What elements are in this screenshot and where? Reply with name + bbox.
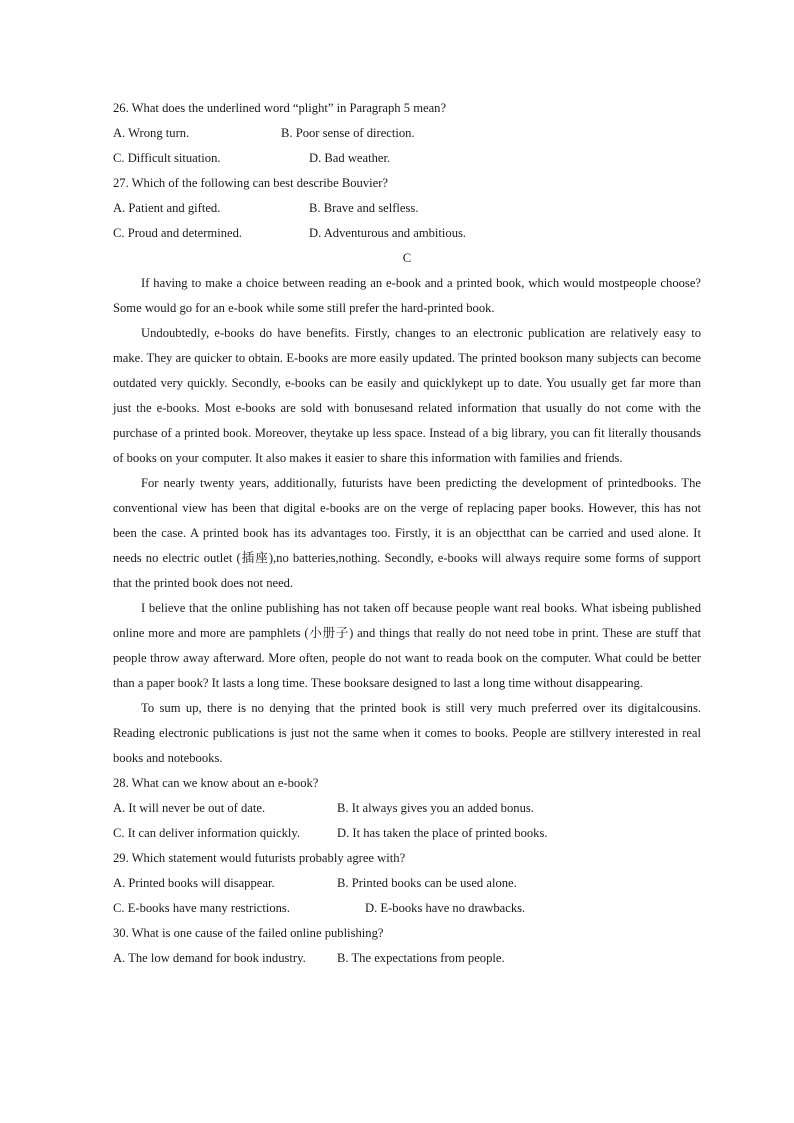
question-29-stem: 29. Which statement would futurists probably agree with?: [113, 851, 406, 865]
question-29-options-ab: [113, 871, 701, 896]
option-28a: A. It will never be out of date.: [113, 801, 266, 815]
question-26-options-ab: [113, 121, 701, 146]
option-26a: A. Wrong turn.: [113, 126, 190, 140]
passage-paragraph-1: If having to make a choice between reading an e-book and a printed book, which would mostpeople choose? Some would go for an e-book while some still prefer the hard-printed book.: [113, 276, 701, 315]
question-27-options-cd: [113, 221, 701, 246]
question-30-stem: 30. What is one cause of the failed online publishing?: [113, 926, 384, 940]
option-29b: B. Printed books can be used alone.: [337, 876, 517, 890]
option-28c: C. It can deliver information quickly.: [113, 826, 300, 840]
question-28-options-cd: [113, 821, 701, 846]
passage-paragraph-4: I believe that the online publishing has not taken off because people want real books. What isbeing published online more and more are pamphlets (小册子) and things that really do not need tobe in print. These are stuff that people throw away afterward. More often, people do not want to reada book on the computer. What could be better than a paper book? It lasts a long time. These booksare designed to last a long time without disappearing.: [113, 601, 701, 690]
question-26-stem: 26. What does the underlined word “plight” in Paragraph 5 mean?: [113, 101, 447, 115]
option-26d: D. Bad weather.: [309, 151, 391, 165]
question-26-options-cd: [113, 146, 701, 171]
option-28d: D. It has taken the place of printed books.: [337, 826, 548, 840]
option-30b: B. The expectations from people.: [337, 951, 505, 965]
option-28b: B. It always gives you an added bonus.: [337, 801, 534, 815]
question-27-stem: 27. Which of the following can best describe Bouvier?: [113, 176, 389, 190]
option-29c: C. E-books have many restrictions.: [113, 901, 290, 915]
question-30-options-ab: [113, 946, 701, 971]
option-26c: C. Difficult situation.: [113, 151, 221, 165]
passage-paragraph-5: To sum up, there is no denying that the printed book is still very much preferred over its digitalcousins. Reading electronic publications is just not the same when it comes to books. People are stillvery interested in real books and notebooks.: [113, 701, 701, 765]
option-26b: B. Poor sense of direction.: [281, 126, 415, 140]
passage-section-letter: C: [402, 251, 412, 265]
option-27a: A. Patient and gifted.: [113, 201, 221, 215]
option-29a: A. Printed books will disappear.: [113, 876, 275, 890]
question-27-options-ab: [113, 196, 701, 221]
option-27c: C. Proud and determined.: [113, 226, 243, 240]
question-29-options-cd: [113, 896, 701, 921]
passage-paragraph-2: Undoubtedly, e-books do have benefits. Firstly, changes to an electronic publication are relatively easy to make. They are quicker to obtain. E-books are more easily updated. The printed bookson many subjects can become outdated very quickly. Secondly, e-books can be easily and quicklykept up to date. You usually get far more than just the e-books. Most e-books are sold with bonusesand related information that usually do not come with the purchase of a printed book. Moreover, theytake up less space. Instead of a big library, you can fit literally thousands of books on your computer. It also makes it easier to share this information with families and friends.: [113, 326, 701, 465]
option-27d: D. Adventurous and ambitious.: [309, 226, 467, 240]
question-28-options-ab: [113, 796, 701, 821]
passage-paragraph-3: For nearly twenty years, additionally, futurists have been predicting the development of printedbooks. The conventional view has been that digital e-books are on the verge of replacing paper books. However, this has not been the case. A printed book has its advantages too. Firstly, it is an objectthat can be carried and used alone. It needs no electric outlet (插座),no batteries,nothing. Secondly, e-books will always require some forms of support that the printed book does not need.: [113, 476, 701, 590]
option-27b: B. Brave and selfless.: [309, 201, 419, 215]
option-29d: D. E-books have no drawbacks.: [365, 901, 526, 915]
exam-page: [113, 96, 701, 971]
question-28-stem: 28. What can we know about an e-book?: [113, 776, 319, 790]
option-30a: A. The low demand for book industry.: [113, 951, 306, 965]
